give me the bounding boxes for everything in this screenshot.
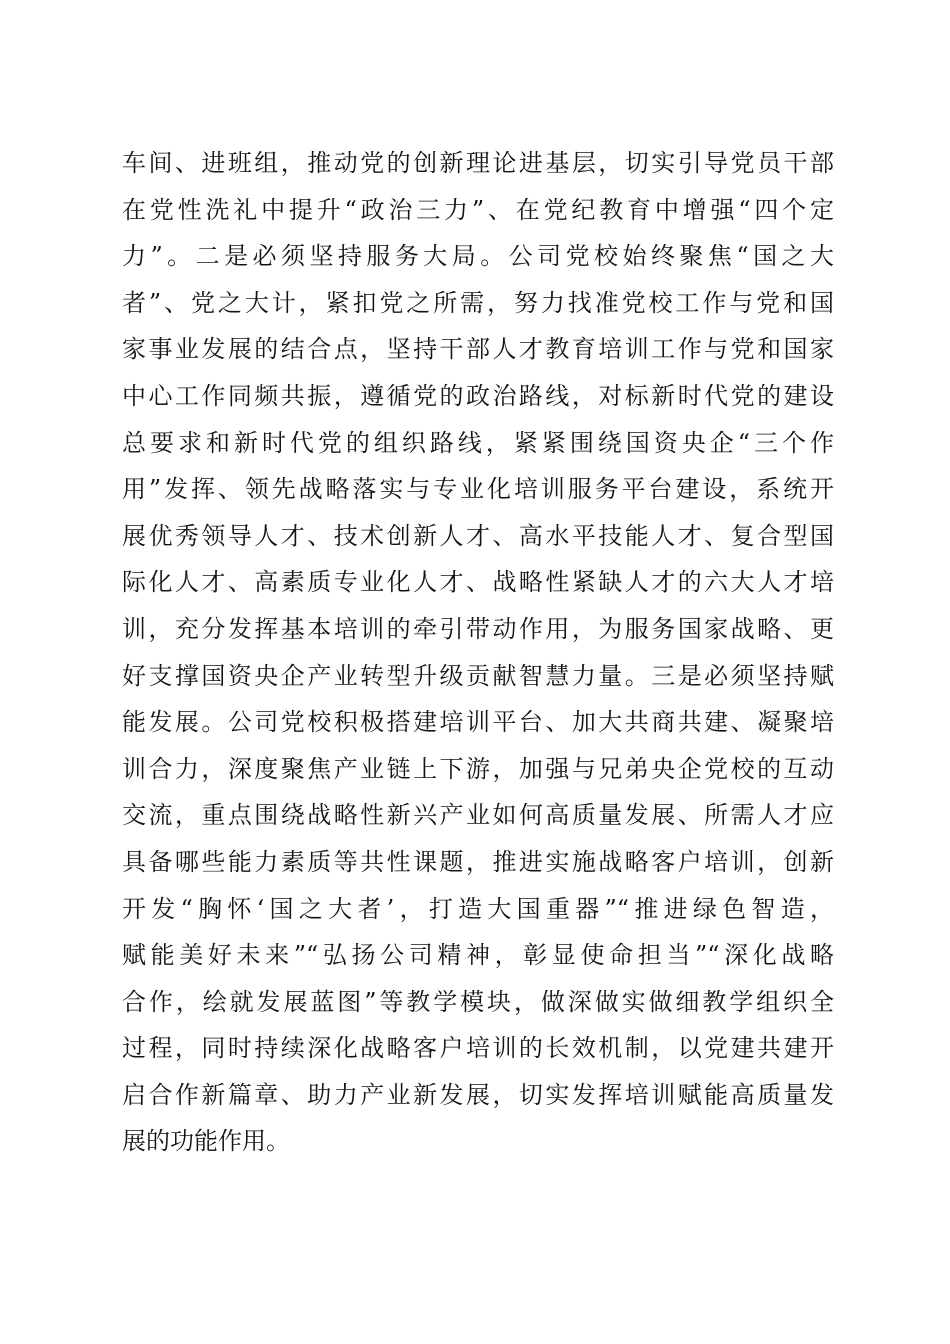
- text-line: 赋能美好未来”“弘扬公司精神，彰显使命担当”“深化战略: [122, 941, 834, 970]
- text-line: 交流，重点围绕战略性新兴产业如何高质量发展、所需人才应: [122, 801, 834, 830]
- text-line-last: 展的功能作用。: [122, 1127, 290, 1156]
- text-line: 在党性洗礼中提升“政治三力”、在党纪教育中增强“四个定: [122, 195, 834, 224]
- text-line: 具备哪些能力素质等共性课题，推进实施战略客户培训，创新: [122, 847, 834, 876]
- text-line: 际化人才、高素质专业化人才、战略性紧缺人才的六大人才培: [122, 568, 834, 597]
- text-line: 总要求和新时代党的组织路线，紧紧围绕国资央企“三个作: [122, 428, 834, 457]
- text-line: 中心工作同频共振，遵循党的政治路线，对标新时代党的建设: [122, 381, 834, 410]
- text-line: 家事业发展的结合点，坚持干部人才教育培训工作与党和国家: [122, 335, 834, 364]
- text-line: 展优秀领导人才、技术创新人才、高水平技能人才、复合型国: [122, 521, 834, 550]
- text-line: 合作，绘就发展蓝图”等教学模块，做深做实做细教学组织全: [122, 987, 834, 1016]
- text-line: 者”、党之大计，紧扣党之所需，努力找准党校工作与党和国: [122, 288, 834, 317]
- body-paragraph: [122, 140, 834, 1165]
- text-line: 过程，同时持续深化战略客户培训的长效机制，以党建共建开: [122, 1034, 834, 1063]
- text-line: 好支撑国资央企产业转型升级贡献智慧力量。三是必须坚持赋: [122, 661, 834, 690]
- text-line: 启合作新篇章、助力产业新发展，切实发挥培训赋能高质量发: [122, 1080, 834, 1109]
- text-line: 车间、进班组，推动党的创新理论进基层，切实引导党员干部: [122, 149, 834, 177]
- text-line: 能发展。公司党校积极搭建培训平台、加大共商共建、凝聚培: [122, 708, 834, 737]
- text-line: 训合力，深度聚焦产业链上下游，加强与兄弟央企党校的互动: [122, 754, 834, 783]
- text-line: 用”发挥、领先战略落实与专业化培训服务平台建设，系统开: [122, 475, 834, 504]
- text-line: 力”。二是必须坚持服务大局。公司党校始终聚焦“国之大: [122, 242, 834, 271]
- text-line: 训，充分发挥基本培训的牵引带动作用，为服务国家战略、更: [122, 614, 834, 643]
- text-line: 开发“胸怀‘国之大者’，打造大国重器”“推进绿色智造，: [122, 894, 834, 923]
